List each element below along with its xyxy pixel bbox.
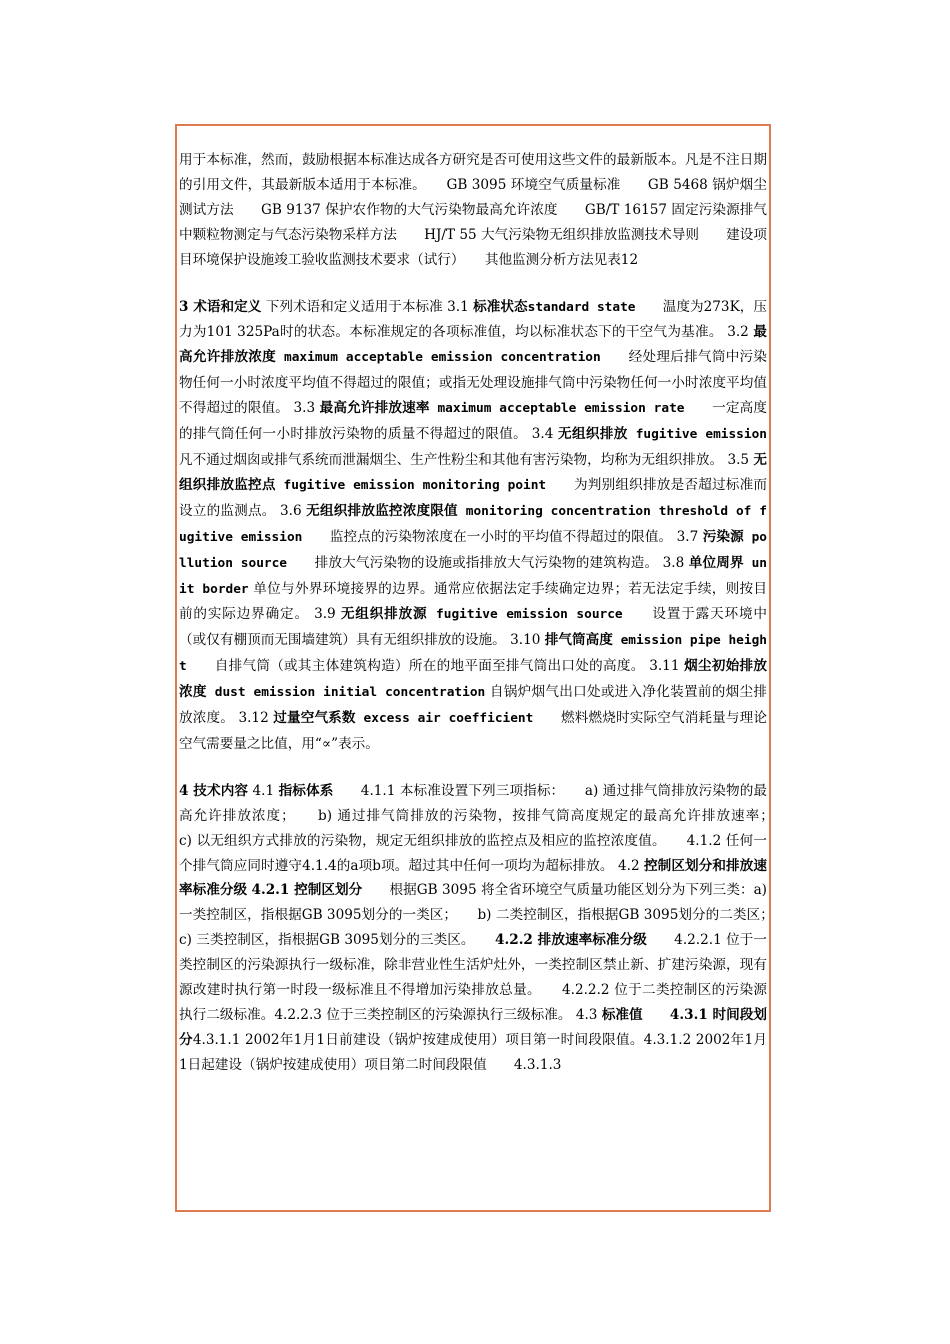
def-3-5: 为判别组织排放是否超过标准而设立的监测点。 3.6 bbox=[179, 476, 768, 519]
term-3-9: 无组织排放源 bbox=[340, 606, 428, 623]
paragraph-gap bbox=[179, 757, 767, 779]
term-3-5: 无组织排放监控点 bbox=[179, 451, 767, 493]
term-3-4-en: fugitive emission bbox=[627, 427, 767, 443]
section-3-intro: 下列术语和定义适用于本标准 3.1 bbox=[261, 298, 474, 315]
term-3-2-en: maximum acceptable emission concentration bbox=[276, 350, 601, 366]
def-3-11: 自锅炉烟气出口处或进入净化装置前的烟尘排放浓度。 3.12 bbox=[179, 684, 768, 727]
section-4-heading: 4 技术内容 bbox=[179, 782, 249, 799]
section-4-text-4: 4.2.2.1 位于一类控制区的污染源执行一级标准，除非营业性生活炉灶外，一类控制区禁止新、扩建污染源，现有源改建时执行第一时段一级标准且不得增加污染排放总量。 4.2.2.2 位于二类控制区的污染源执行二级标准。4.2.2.3 位于三类控制区的污染源执行三级标准。 4.3 bbox=[179, 932, 767, 1023]
def-3-6: 监控点的污染物浓度在一小时的平均值不得超过的限值。 3.7 bbox=[302, 528, 703, 545]
def-3-12: 燃料燃烧时实际空气消耗量与理论空气需要量之比值，用“∝”表示。 bbox=[179, 710, 768, 752]
def-3-10: 自排气筒（或其主体建筑构造）所在的地平面至排气筒出口处的高度。 3.11 bbox=[186, 658, 685, 675]
term-3-1-en: standard state bbox=[527, 299, 636, 315]
def-3-8: 单位与外界环境接界的边界。通常应依据法定手续确定边界；若无法定手续，则按目前的实际边界确定。 3.9 bbox=[179, 580, 767, 623]
term-3-10: 排气筒高度 bbox=[544, 632, 613, 649]
term-3-1: 标准状态 bbox=[473, 298, 528, 315]
term-3-8: 单位周界 bbox=[688, 554, 744, 571]
def-3-2: 经处理后排气筒中污染物任何一小时浓度平均值不得超过的限值；或指无处理设施排气筒中污染物任何一小时浓度平均值不得超过的限值。 3.3 bbox=[179, 349, 768, 417]
section-4-text-2: 4.1.1 本标准设置下列三项指标： a) 通过排气筒排放污染物的最高允许排放浓度； b) 通过排气筒排放的污染物，按排气筒高度规定的最高允许排放速率； c) 以无组织方式排放的污染物，规定无组织排放的监控点及相应的监控浓度值。 4.1.2 任何一个排气筒应同时遵守4.1.4的a项b项。超过其中任何一项均为超标排放。 4.2 bbox=[179, 782, 795, 874]
paragraph-gap bbox=[179, 273, 767, 295]
term-3-5-en: fugitive emission monitoring point bbox=[275, 477, 547, 493]
def-3-3: 一定高度的排气筒任何一小时排放污染物的质量不得超过的限值。 3.4 bbox=[179, 400, 768, 443]
term-3-6: 无组织排放监控浓度限值 bbox=[306, 502, 458, 519]
term-3-9-en: fugitive emission source bbox=[427, 607, 623, 623]
term-3-10-en: emission pipe height bbox=[179, 633, 767, 675]
section-4-text-3: 根据GB 3095 将全省环境空气质量功能区划分为下列三类：a) 一类控制区，指根据GB 3095划分的一类区； b) 二类控制区，指根据GB 3095划分的二类区； c) 三类控制区，指根据GB 3095划分的三类区。 bbox=[179, 882, 795, 949]
term-3-8-en: unit border bbox=[179, 555, 767, 597]
term-3-11-en: dust emission initial concentration bbox=[206, 685, 486, 701]
def-3-9: 设置于露天环境中（或仅有棚顶而无围墙建筑）具有无组织排放的设施。 3.10 bbox=[179, 606, 767, 649]
term-3-7-en: pollution source bbox=[179, 529, 767, 571]
term-3-12: 过量空气系数 bbox=[273, 710, 356, 727]
term-3-7: 污染源 bbox=[702, 528, 744, 545]
section-4-2-2-title: 4.2.2 排放速率标准分级 bbox=[495, 932, 647, 949]
def-3-4: 凡不通过烟囱或排气系统而泄漏烟尘、生产性粉尘和其他有害污染物，均称为无组织排放。 3.5 bbox=[179, 451, 754, 468]
technical-content-paragraph bbox=[179, 779, 795, 1078]
section-4-3-1-title: 4.3.1 时间段划分 bbox=[179, 1007, 768, 1048]
term-3-3: 最高允许排放速率 bbox=[319, 400, 430, 417]
term-3-12-en: excess air coefficient bbox=[355, 711, 534, 727]
references-paragraph: 用于本标准，然而，鼓励根据本标准达成各方研究是否可使用这些文件的最新版本。凡是不注日期的引用文件，其最新版本适用于本标准。 GB 3095 环境空气质量标准 GB 5468 锅炉烟尘测试方法 GB 9137 保护农作物的大气污染物最高允许浓度 GB/T 16157 固定污染源排气中颗粒物测定与气态污染物采样方法 HJ/T 55 大气污染物无组织排放监测技术导则 建设项目环境保护设施竣工验收监测技术要求（试行） 其他监测分析方法见表12 bbox=[179, 152, 767, 268]
section-4-2-title: 控制区划分和排放速率标准分级 bbox=[179, 857, 768, 899]
term-3-11: 烟尘初始排放浓度 bbox=[179, 658, 767, 701]
term-3-3-en: maximum acceptable emission rate bbox=[429, 401, 685, 417]
terms-definitions-paragraph bbox=[179, 295, 767, 757]
def-3-7: 排放大气污染物的设施或指排放大气污染物的建筑构造。 3.8 bbox=[287, 554, 689, 571]
section-4-text-5: 4.3.1.1 2002年1月1日前建设（锅炉按建成使用）项目第一时间段限值。4.3.1.2 2002年1月1日起建设（锅炉按建成使用）项目第二时间段限值 4.3.1.3 bbox=[179, 1031, 767, 1073]
term-3-4: 无组织排放 bbox=[558, 426, 628, 443]
section-4-1-title: 指标体系 bbox=[278, 782, 334, 799]
section-4-3-title: 标准值 bbox=[601, 1007, 643, 1023]
term-3-6-en: monitoring concentration threshold of fugitive emission bbox=[179, 503, 767, 545]
document-content bbox=[177, 126, 795, 1078]
section-3-heading: 3 术语和定义 bbox=[179, 298, 262, 315]
term-3-2: 最高允许排放浓度 bbox=[179, 324, 767, 366]
def-3-1: 温度为273K，压力为101 325Pa时的状态。本标准规定的各项标准值，均以标准状态下的干空气为基准。 3.2 bbox=[179, 298, 767, 341]
section-4-text-1: 4.1 bbox=[248, 782, 279, 799]
section-4-2-1-title: 4.2.1 控制区划分 bbox=[251, 882, 363, 899]
document-frame bbox=[175, 124, 795, 1212]
